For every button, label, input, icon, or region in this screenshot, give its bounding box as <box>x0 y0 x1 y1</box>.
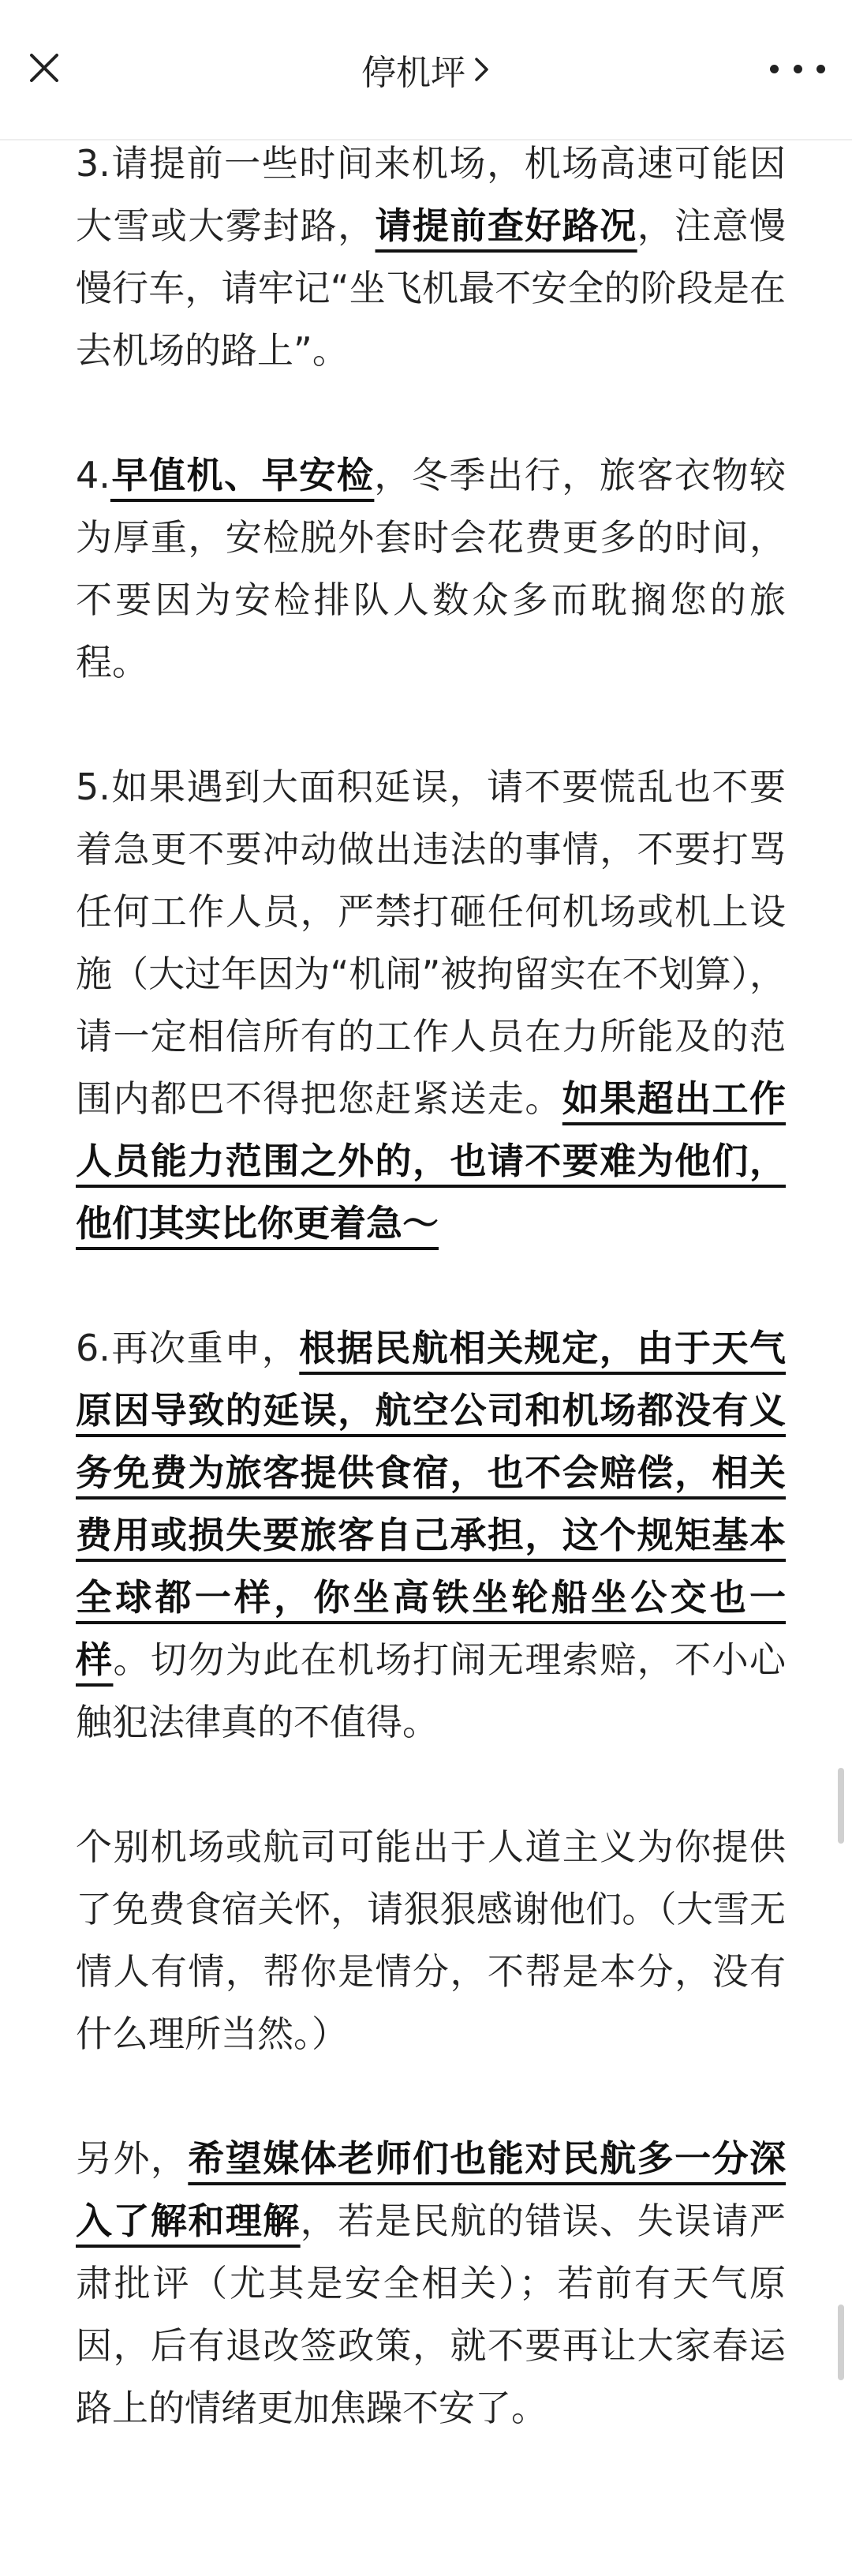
article-body <box>76 133 786 2439</box>
paragraph-text: 另外， <box>76 2137 189 2180</box>
close-icon <box>27 51 62 85</box>
page-title-link[interactable] <box>361 44 491 95</box>
article-paragraph <box>76 133 786 382</box>
article-paragraph <box>76 1317 786 1754</box>
paragraph-text: ，注意慢慢行车，请牢记“坐飞机最不安全的阶段是在去机场的路上”。 <box>76 204 787 372</box>
paragraph-text: 6.再次重申， <box>76 1327 300 1369</box>
paragraph-text: 3.请提前一些时间来机场，机场高速可能因大雪或大雾封路， <box>76 142 786 247</box>
chevron-right-icon <box>473 56 491 83</box>
emphasized-text: 根据民航相关规定，由于天气原因导致的延误，航空公司和机场都没有义务免费为旅客提供食宿，也不会赔偿，相关费用或损失要旅客自己承担，这个规矩基本全球都一样，你坐高铁坐轮船坐公交也一样 <box>76 1327 787 1681</box>
paragraph-text: 5.如果遇到大面积延误，请不要慌乱也不要着急更不要冲动做出违法的事情，不要打骂任何工作人员，严禁打砸任何机场或机上设施（大过年因为“机闹”被拘留实在不划算），请一定相信所有的工作人员在力所能及的范围内都巴不得把您赶紧送走。 <box>76 766 786 1120</box>
emphasized-text: 如果超出工作人员能力范围之外的，也请不要难为他们，他们其实比你更着急～ <box>76 1077 787 1245</box>
title-area <box>0 0 852 139</box>
emphasized-text: 希望媒体老师们也能对民航多一分深入了解和理解 <box>76 2137 787 2242</box>
more-dot-icon <box>816 65 825 73</box>
paragraph-text: 4. <box>76 454 110 496</box>
paragraph-text: 。切勿为此在机场打闹无理索赔，不小心触犯法律真的不值得。 <box>76 1638 787 1743</box>
paragraph-text: ，若是民航的错误、失误请严肃批评（尤其是安全相关）；若前有天气原因，后有退改签政策，就不要再让大家春运路上的情绪更加焦躁不安了。 <box>76 2200 787 2429</box>
article-paragraph <box>76 1816 786 2065</box>
article-paragraph <box>76 444 786 694</box>
top-navigation-bar <box>0 0 852 140</box>
emphasized-text: 请提前查好路况 <box>375 204 637 247</box>
scrollbar-thumb[interactable] <box>838 2305 844 2380</box>
page-title: 停机坪 <box>361 53 465 93</box>
scrollbar-thumb[interactable] <box>838 1768 844 1844</box>
article-paragraph <box>76 2128 786 2439</box>
paragraph-text: ，冬季出行，旅客衣物较为厚重，安检脱外套时会花费更多的时间，不要因为安检排队人数众多而耽搁您的旅程。 <box>76 454 787 683</box>
close-button[interactable] <box>22 46 66 90</box>
article-paragraph <box>76 756 786 1255</box>
more-dot-icon <box>794 65 802 73</box>
emphasized-text: 早值机、早安检 <box>110 454 375 496</box>
more-options-button[interactable] <box>770 49 825 88</box>
more-dot-icon <box>770 65 779 73</box>
paragraph-text: 个别机场或航司可能出于人道主义为你提供了免费食宿关怀，请狠狠感谢他们。（大雪无情人有情，帮你是情分，不帮是本分，没有什么理所当然。） <box>76 1825 786 2055</box>
